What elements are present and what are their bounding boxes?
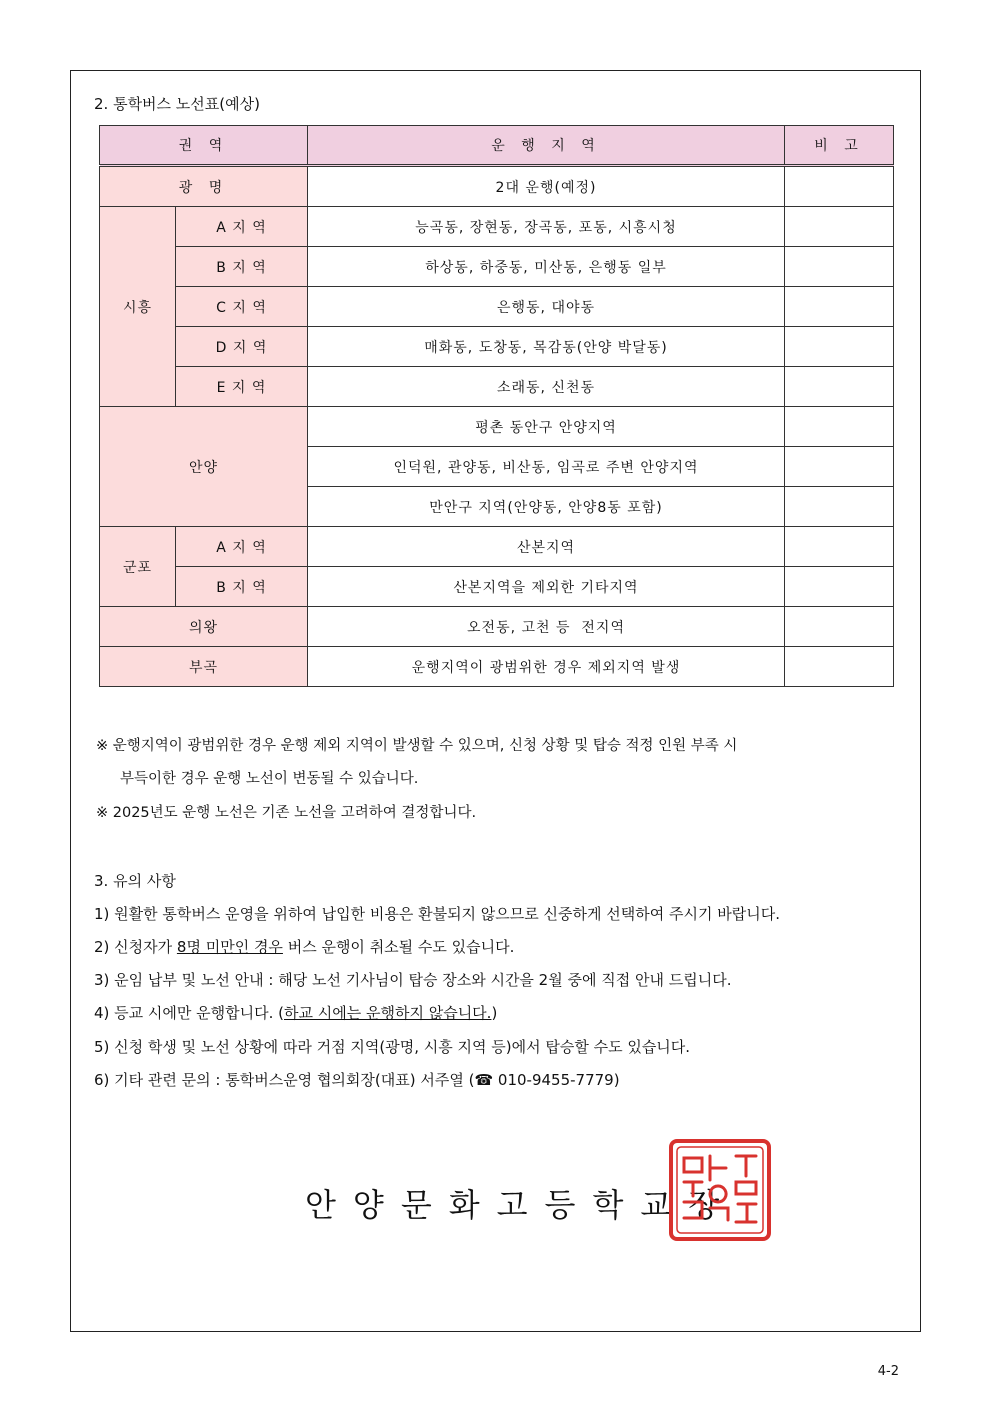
remarks-cell [785,367,894,407]
remarks-cell [785,527,894,567]
notice-item-2-text-end: 버스 운행이 취소될 수도 있습니다. [282,938,515,956]
route-table [99,125,894,687]
area-cell: 능곡동, 장현동, 장곡동, 포동, 시흥시청 [308,207,785,247]
table-row [100,287,894,327]
remarks-cell [785,327,894,367]
subregion-cell: B 지 역 [176,247,308,287]
phone-icon: ☎ [474,1071,494,1089]
subregion-cell: D 지 역 [176,327,308,367]
subregion-cell: A 지 역 [176,527,308,567]
note-1: ※ 운행지역이 광범위한 경우 운행 제외 지역이 발생할 수 있으며, 신청 상황 및 탑승 적정 인원 부족 시 [96,738,738,754]
area-cell: 하상동, 하중동, 미산동, 은행동 일부 [308,247,785,287]
school-seal-icon [668,1138,772,1242]
table-row [100,367,894,407]
notice-item-5: 5) 신청 학생 및 노선 상황에 따라 거점 지역(광명, 시흥 지역 등)에서 탑승할 수도 있습니다. [94,1038,691,1056]
section-2-title: 2. 통학버스 노선표(예상) [94,95,260,113]
phone-number: 010-9455-7779) [493,1071,620,1089]
remarks-cell [785,487,894,527]
notice-item-3: 3) 운임 납부 및 노선 안내 : 해당 노선 기사님이 탑승 장소와 시간을 2월 중에 직접 안내 드립니다. [94,971,732,989]
area-cell: 인덕원, 관양동, 비산동, 임곡로 주변 안양지역 [308,447,785,487]
page-number: 4-2 [877,1364,899,1379]
section-3-title: 3. 유의 사항 [94,872,176,890]
principal-signature: 안양문화고등학교장 [305,1186,737,1224]
notice-item-4-text: 4) 등교 시에만 운행합니다. ( [94,1004,284,1022]
note-1-continued: 부득이한 경우 운행 노선이 변동될 수 있습니다. [120,771,419,787]
notice-item-2 [94,936,514,957]
subregion-cell: B 지 역 [176,567,308,607]
table-row [100,327,894,367]
area-cell: 매화동, 도창동, 목감동(안양 박달동) [308,327,785,367]
remarks-cell [785,247,894,287]
area-cell: 산본지역을 제외한 기타지역 [308,567,785,607]
notice-item-2-text: 2) 신청자가 [94,938,177,956]
notice-item-2-underlined: 8명 미만인 경우 [176,938,283,956]
subregion-cell: C 지 역 [176,287,308,327]
header-remarks: 비 고 [785,126,894,166]
subregion-cell: A 지 역 [176,207,308,247]
area-cell: 운행지역이 광범위한 경우 제외지역 발생 [308,647,785,687]
remarks-cell [785,287,894,327]
notice-item-1: 1) 원활한 통학버스 운영을 위하여 납입한 비용은 환불되지 않으므로 신중하게 선택하여 주시기 바랍니다. [94,905,780,923]
region-gunpo: 군포 [100,527,176,607]
area-cell: 2대 운행(예정) [308,166,785,207]
remarks-cell [785,567,894,607]
notice-item-6 [94,1069,620,1090]
notice-item-4-text-end: ) [491,1004,498,1022]
area-cell: 소래동, 신천동 [308,367,785,407]
table-row [100,207,894,247]
remarks-cell [785,607,894,647]
subregion-cell: E 지 역 [176,367,308,407]
remarks-cell [785,207,894,247]
remarks-cell [785,647,894,687]
area-cell: 오전동, 고천 등 전지역 [308,607,785,647]
header-region: 권 역 [100,126,308,166]
region-gwangmyeong: 광 명 [100,166,308,207]
notice-item-4 [94,1002,497,1023]
table-row [100,247,894,287]
table-row [100,527,894,567]
region-bugok: 부곡 [100,647,308,687]
table-row [100,647,894,687]
area-cell: 은행동, 대야동 [308,287,785,327]
table-header-row [100,126,894,166]
region-anyang: 안양 [100,407,308,527]
area-cell: 산본지역 [308,527,785,567]
header-area: 운 행 지 역 [308,126,785,166]
table-row [100,166,894,207]
area-cell: 만안구 지역(안양동, 안양8동 포함) [308,487,785,527]
remarks-cell [785,166,894,207]
notice-item-4-underlined: 하교 시에는 운행하지 않습니다. [284,1004,492,1022]
region-siheung: 시흥 [100,207,176,407]
table-row [100,407,894,447]
remarks-cell [785,447,894,487]
table-row [100,607,894,647]
region-uiwang: 의왕 [100,607,308,647]
table-row [100,567,894,607]
notice-item-6-text: 6) 기타 관련 문의 : 통학버스운영 협의회장(대표) 서주열 ( [94,1071,475,1089]
note-2: ※ 2025년도 운행 노선은 기존 노선을 고려하여 결정합니다. [96,805,477,821]
remarks-cell [785,407,894,447]
area-cell: 평촌 동안구 안양지역 [308,407,785,447]
